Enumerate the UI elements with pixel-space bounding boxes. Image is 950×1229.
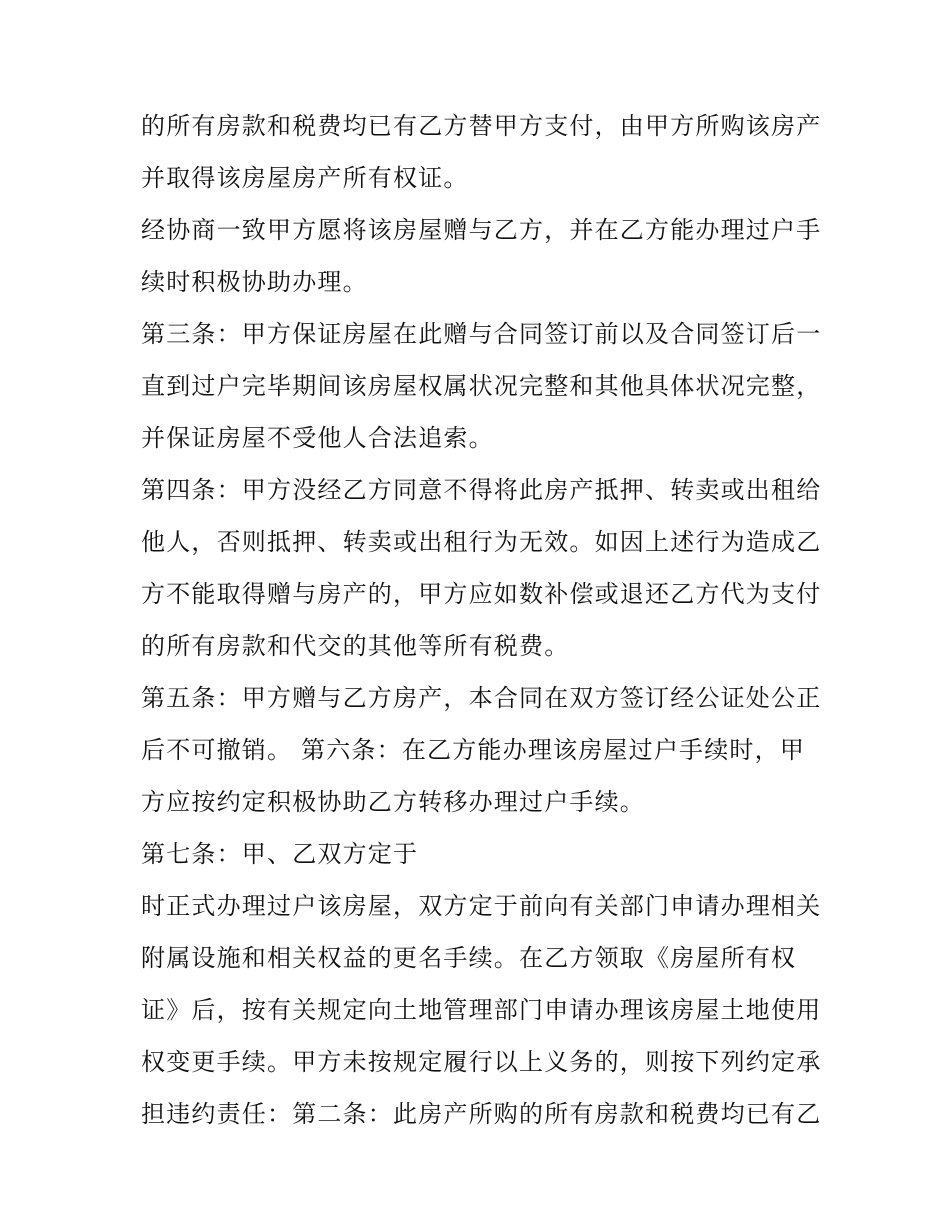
text-line: 的所有房款和代交的其他等所有税费。 [141, 632, 570, 660]
text-line: 担违约责任：第二条：此房产所购的所有房款和税费均已有乙 [141, 1100, 822, 1128]
text-line: 续时积极协助办理。 [141, 268, 368, 296]
text-line: 第五条：甲方赠与乙方房产，本合同在双方签订经公证处公正 [141, 684, 822, 712]
text-line: 直到过户完毕期间该房屋权属状况完整和其他具体状况完整， [141, 372, 822, 400]
text-line: 时正式办理过户该房屋，双方定于前向有关部门申请办理相关 [141, 892, 822, 920]
text-line: 证》后，按有关规定向土地管理部门申请办理该房屋土地使用 [141, 996, 822, 1024]
text-line: 第七条：甲、乙双方定于 [141, 840, 419, 868]
text-line: 方不能取得赠与房产的，甲方应如数补偿或退还乙方代为支付 [141, 580, 822, 608]
text-line: 他人，否则抵押、转卖或出租行为无效。如因上述行为造成乙 [141, 528, 822, 556]
contract-body-text [141, 106, 821, 1146]
text-line: 附属设施和相关权益的更名手续。在乙方领取《房屋所有权 [141, 944, 797, 972]
text-line: 后不可撤销。 第六条：在乙方能办理该房屋过户手续时，甲 [141, 736, 806, 764]
text-line: 权变更手续。甲方未按规定履行以上义务的，则按下列约定承 [141, 1048, 822, 1076]
text-line: 经协商一致甲方愿将该房屋赠与乙方，并在乙方能办理过户手 [141, 216, 822, 244]
text-line: 方应按约定积极协助乙方转移办理过户手续。 [141, 788, 645, 816]
text-line: 并取得该房屋房产所有权证。 [141, 164, 469, 192]
text-line: 的所有房款和税费均已有乙方替甲方支付，由甲方所购该房产 [141, 112, 822, 140]
text-line: 并保证房屋不受他人合法追索。 [141, 424, 494, 452]
text-line: 第四条：甲方没经乙方同意不得将此房产抵押、转卖或出租给 [141, 476, 822, 504]
text-line: 第三条：甲方保证房屋在此赠与合同签订前以及合同签订后一 [141, 320, 822, 348]
